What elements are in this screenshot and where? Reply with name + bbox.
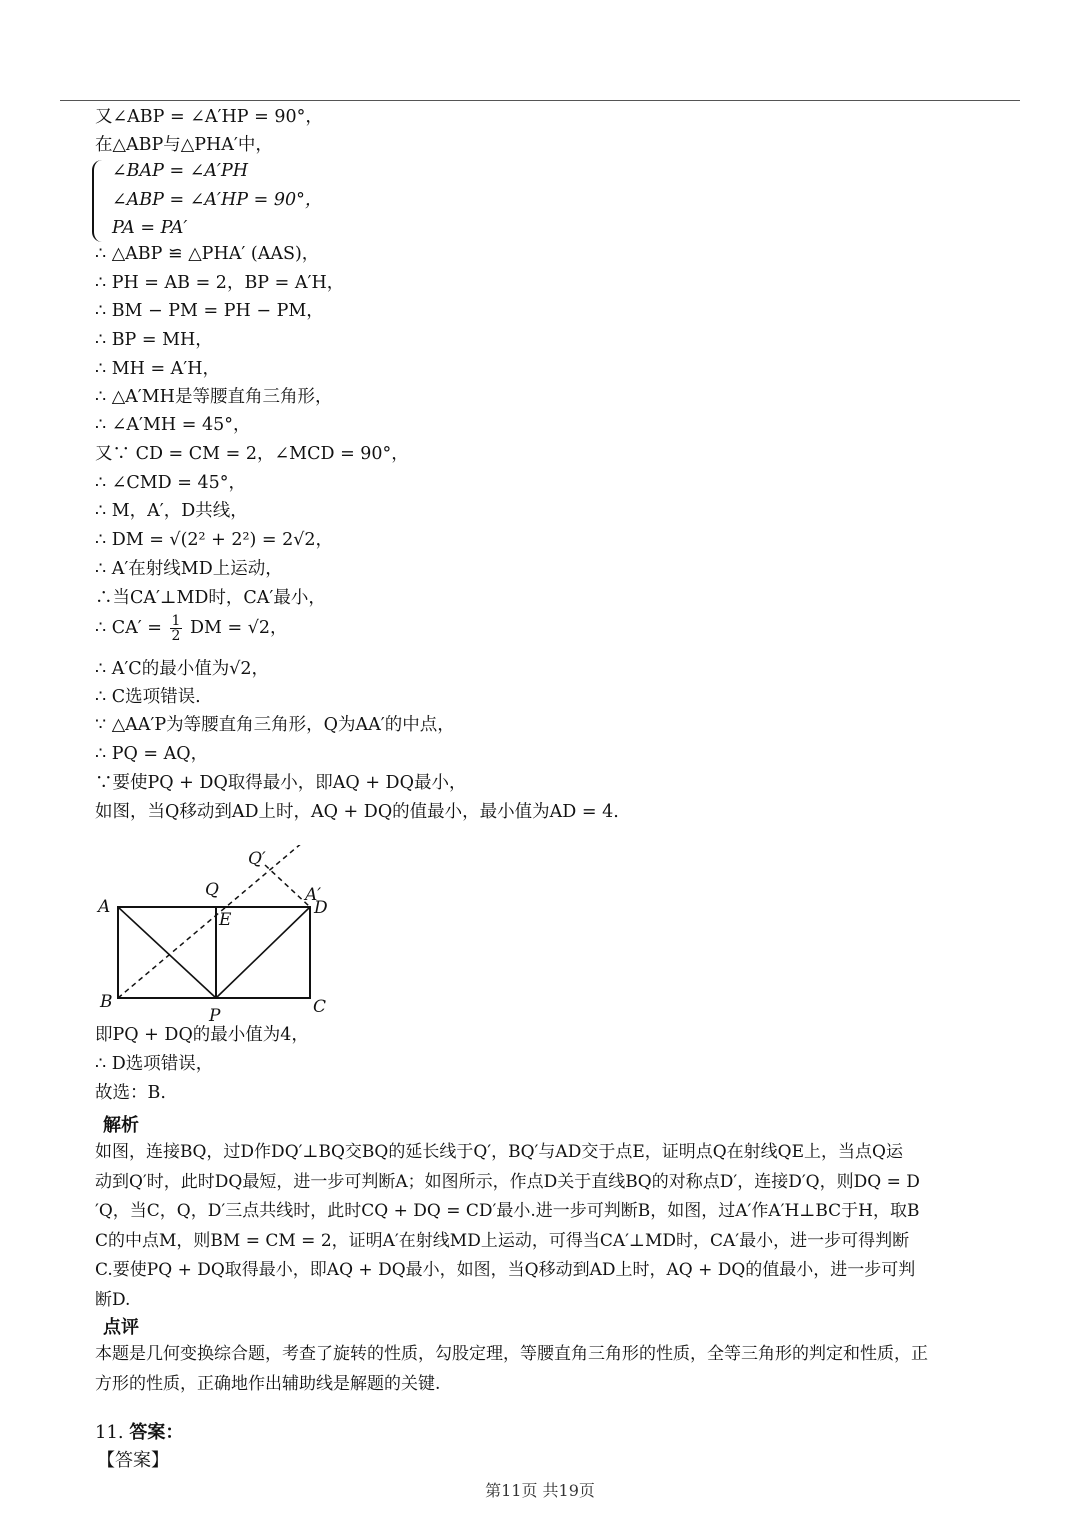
analysis-paragraph: [95, 1138, 1040, 1315]
solution-line: 又∠ABP = ∠A′HP = 90°，: [95, 107, 323, 127]
analysis-line: 如图，连接BQ，过D作DQ′⊥BQ交BQ的延长线于Q′，BQ′与AD交于点E，证明点Q在射线QE上，当点Q运: [95, 1142, 903, 1162]
analysis-line: 动到Q′时，此时DQ最短，进一步可判断A；如图所示，作点D关于直线BQ的对称点D′，连接D′Q，则DQ = D: [95, 1171, 920, 1192]
solution-line: ∴ D选项错误，: [95, 1054, 214, 1074]
answer-label: 答案：: [129, 1422, 184, 1443]
label-a: A: [98, 897, 111, 917]
ca-fraction-line: [95, 614, 288, 643]
label-q-prime: Q′: [248, 849, 266, 869]
solution-line: ∴ PQ = AQ，: [95, 744, 209, 764]
review-heading: 点评: [103, 1317, 139, 1338]
label-e: E: [219, 910, 232, 930]
question-11: [95, 1418, 183, 1444]
rectangle-abcd: [118, 907, 310, 998]
dashed-bq-extension: [118, 845, 303, 998]
question-number: 11.: [95, 1422, 124, 1443]
solution-line: ∴ MH = A′H，: [95, 359, 221, 379]
segment-ap: [118, 907, 216, 998]
solution-line: ∴ BP = MH，: [95, 330, 213, 350]
system-line-1: ∠BAP = ∠A′PH: [112, 161, 249, 181]
analysis-line: ′Q，当C，Q，D′三点共线时，此时CQ + DQ = CD′最小.进一步可判断B，如图，过A′作A′H⊥BC于H，取B: [95, 1201, 920, 1221]
system-line-2: ∠ABP = ∠A′HP = 90°，: [112, 190, 323, 210]
solution-line: 故选：B.: [95, 1083, 166, 1103]
solution-line: 又∵ CD = CM = 2，∠MCD = 90°，: [95, 444, 409, 464]
solution-line: 在△ABP与△PHA′中，: [95, 135, 273, 155]
analysis-line: C.要使PQ + DQ取得最小，即AQ + DQ最小，如图，当Q移动到AD上时，AQ + DQ的值最小，进一步可判: [95, 1260, 916, 1280]
review-paragraph: [95, 1340, 1040, 1399]
solution-line: 如图，当Q移动到AD上时，AQ + DQ的值最小，最小值为AD = 4.: [95, 802, 619, 822]
solution-line: ∴ M，A′，D共线，: [95, 501, 248, 521]
solution-line: ∴ A′C的最小值为√2，: [95, 659, 269, 679]
answer-tag: 【答案】: [97, 1450, 169, 1471]
review-line: 方形的性质，正确地作出辅助线是解题的关键.: [95, 1373, 441, 1394]
analysis-line: C的中点M，则BM = CM = 2，证明A′在射线MD上运动，可得当CA′⊥MD时，CA′最小，进一步可得判断: [95, 1230, 910, 1251]
fraction-denominator: 2: [171, 628, 181, 644]
solution-line: ∴ △ABP ≌ △PHA′ (AAS)，: [95, 244, 320, 264]
ca-prefix: ∴ CA′ =: [95, 618, 168, 638]
geometry-figure: [95, 845, 335, 1023]
review-line: 本题是几何变换综合题，考查了旋转的性质，勾股定理，等腰直角三角形的性质，全等三角形的判定和性质，正: [95, 1344, 928, 1364]
solution-line: ∴ ∠CMD = 45°，: [95, 473, 247, 493]
solution-line: ∴ PH = AB = 2，BP = A′H，: [95, 273, 345, 293]
label-c: C: [313, 997, 327, 1017]
solution-line: ∴ BM − PM = PH − PM，: [95, 301, 324, 321]
analysis-line: 断D.: [95, 1289, 131, 1310]
solution-line: 即PQ + DQ的最小值为4，: [95, 1025, 309, 1045]
fraction-numerator: 1: [171, 613, 181, 629]
solution-line: ∵要使PQ + DQ取得最小，即AQ + DQ最小，: [95, 773, 467, 793]
solution-line: ∴ △A′MH是等腰直角三角形，: [95, 387, 333, 407]
solution-line: ∵ △AA′P为等腰直角三角形，Q为AA′的中点，: [95, 715, 455, 735]
analysis-heading: 解析: [103, 1115, 139, 1136]
ca-suffix: DM = √2，: [190, 618, 288, 638]
solution-line: ∴ C选项错误.: [95, 687, 201, 707]
solution-line: ∴ DM = √(2² + 2²) = 2√2，: [95, 530, 334, 550]
system-brace: [92, 160, 106, 242]
header-rule: [60, 100, 1020, 101]
label-b: B: [100, 992, 113, 1012]
label-a-prime: A′: [305, 885, 322, 905]
label-p: P: [209, 1006, 221, 1023]
label-d: D: [314, 898, 328, 918]
system-line-3: PA = PA′: [112, 218, 188, 238]
page-footer: 第11页 共19页: [485, 1481, 595, 1500]
label-q: Q: [205, 880, 219, 900]
solution-line: ∴ ∠A′MH = 45°，: [95, 415, 251, 435]
dashed-dq-prime: [265, 865, 310, 907]
fraction: [170, 614, 183, 643]
solution-line: ∴ A′在射线MD上运动，: [95, 559, 283, 579]
solution-line: ∴当CA′⊥MD时，CA′最小，: [95, 588, 326, 608]
